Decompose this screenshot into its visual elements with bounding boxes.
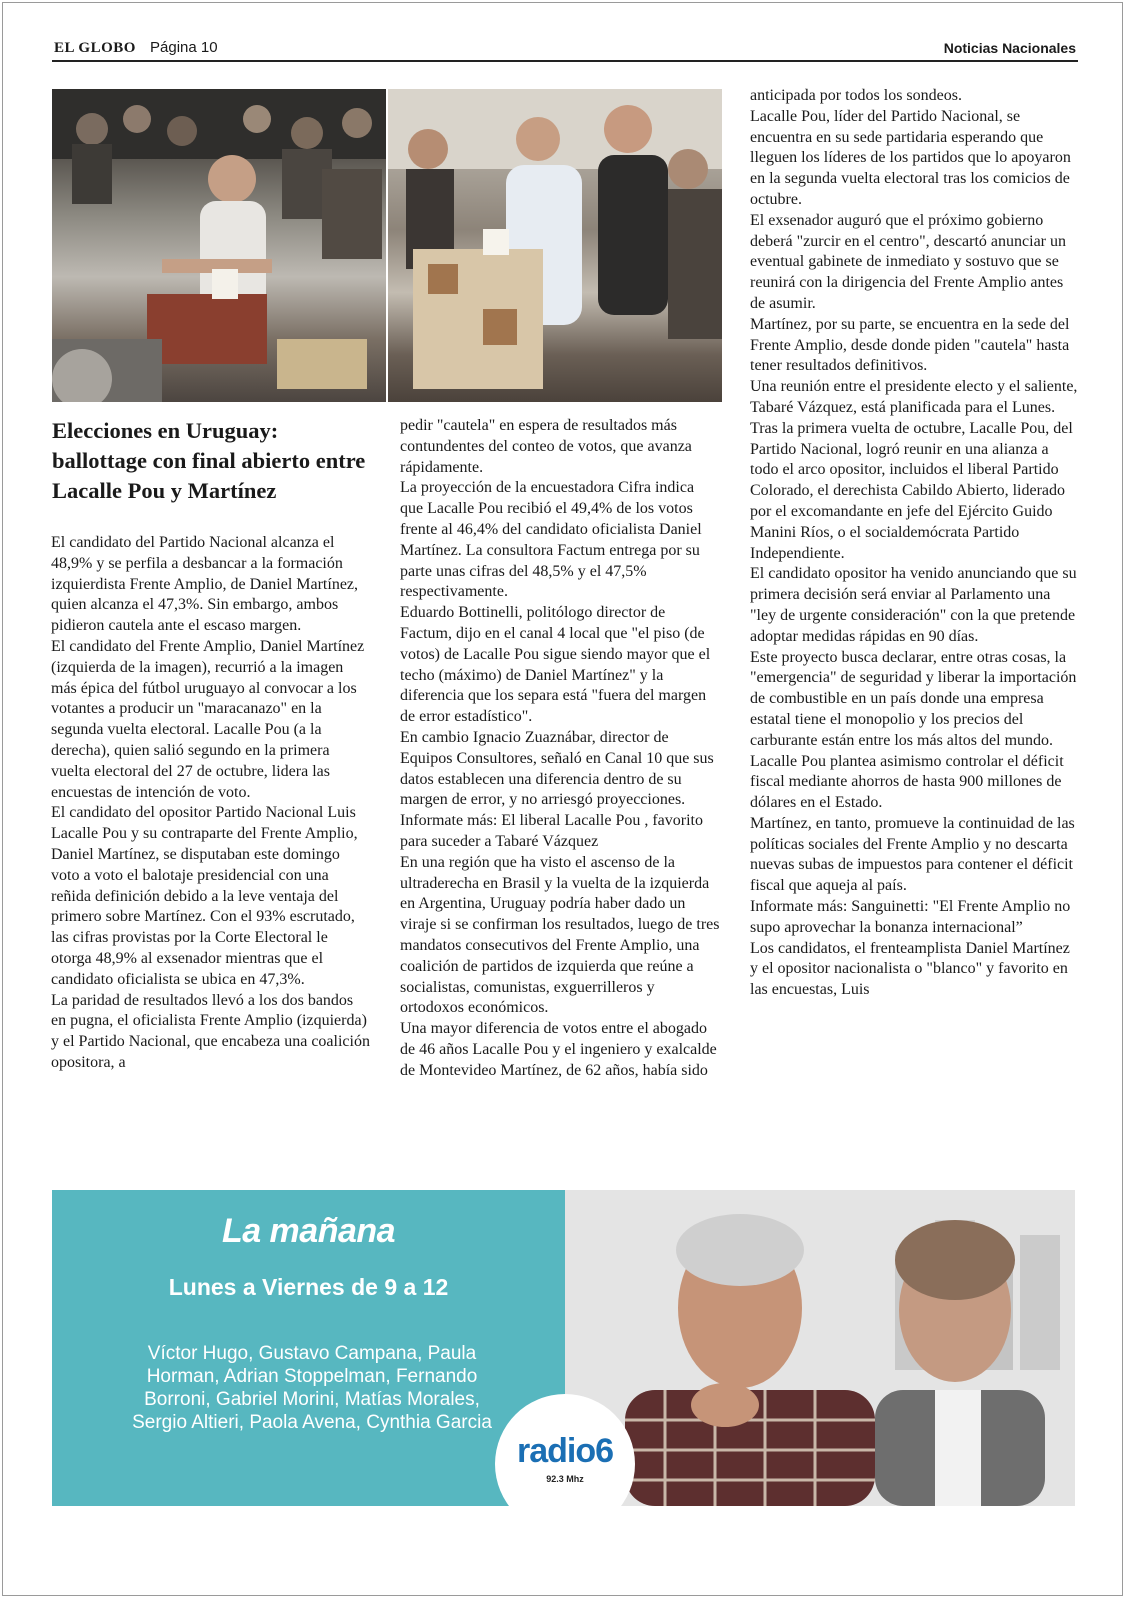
paragraph: El exsenador auguró que el próximo gobierno deberá "zurcir en el centro", descartó anunciar un eventual gabinete de inmediato y sostuvo que se reunirá con la dirigencia del Frente Amplio antes de asumir. [750, 211, 1067, 312]
paragraph: Eduardo Bottinelli, politólogo director de Factum, dijo en el canal 4 local que "el piso (de votos) de Lacalle Pou sigue siendo mayor que el techo (máximo) de Daniel Martínez" y la diferencia que los separa está "fuera del margen de error estadístico". [400, 604, 711, 726]
paragraph: El candidato del Frente Amplio, Daniel Martínez (izquierda de la imagen), recurrió a la imagen más épica del fútbol uruguayo al convocar a los votantes a producir un "maracanazo" en la segunda vuelta electoral. Lacalle Pou (a la derecha), quien salió segundo en la primera vuelta electoral del 27 de octubre, lidera las encuestas de intención de voto. [51, 637, 365, 801]
paragraph: Los candidatos, el frenteamplista Daniel Martínez y el opositor nacionalista o "blanco" y favorito en las encuestas, Luis [750, 939, 1070, 999]
section-name: Noticias Nacionales [943, 40, 1076, 56]
paragraph: Una mayor diferencia de votos entre el abogado de 46 años Lacalle Pou y el ingeniero y exalcalde de Montevideo Martínez, de 62 años, había sido [400, 1020, 717, 1079]
paragraph: Tras la primera vuelta de octubre, Lacalle Pou, del Partido Nacional, logró reunir en una alianza a todo el arco opositor, incluidos el liberal Partido Colorado, el derechista Cabildo Abierto, liderado por el excomandante en jefe del Ejército Guido Manini Ríos, o el socialdemócrata Partido Independiente. [750, 419, 1073, 562]
paragraph: pedir "cautela" en espera de resultados más contundentes del conteo de votos, que avanza rápidamente. [400, 417, 692, 476]
radio-logo-text: radio6 [516, 1432, 614, 1470]
radio-advertisement[interactable] [52, 1190, 1075, 1506]
article-column-1 [51, 533, 371, 1074]
photo-lacalle-pou-voting [388, 89, 722, 402]
ad-hosts-illustration [565, 1190, 1075, 1506]
ad-hosts-list: Víctor Hugo, Gustavo Campana, Paula Horman, Adrian Stoppelman, Fernando Borroni, Gabriel Morini, Matías Morales, Sergio Altieri, Paola Avena, Cynthia Garcia [132, 1343, 492, 1433]
radio-frequency: 92.3 Mhz [546, 1474, 584, 1484]
ad-schedule: Lunes a Viernes de 9 a 12 [168, 1274, 449, 1300]
paragraph: anticipada por todos los sondeos. [750, 87, 962, 104]
paragraph: En una región que ha visto el ascenso de la ultraderecha en Brasil y la vuelta de la izquierda en Argentina, Uruguay podría haber dado un viraje si se confirman los resultados, luego de tres mandatos consecutivos del Frente Amplio, una coalición de partidos de izquierda que reúne a socialistas, comunistas, exguerrilleros y ortodoxos económicos. [400, 853, 720, 1017]
page-header [52, 38, 1078, 62]
paragraph: Martínez, en tanto, promueve la continuidad de las políticas sociales del Frente Amplio y no descarta nuevas subas de impuestos para contener el déficit fiscal que aqueja al país. [750, 814, 1075, 895]
photo-martinez-illustration [52, 89, 386, 402]
photo-lacalle-illustration [388, 89, 722, 402]
ad-hosts-photo [565, 1190, 1075, 1506]
article-column-2 [400, 416, 720, 1082]
paragraph: Martínez, por su parte, se encuentra en la sede del Frente Amplio, desde donde piden "cautela" hasta tener resultados definitivos. [750, 315, 1070, 375]
article-headline: Elecciones en Uruguay: ballottage con final abierto entre Lacalle Pou y Martínez [52, 418, 366, 503]
paragraph: El candidato opositor ha venido anunciando que su primera decisión será enviar al Parlamento una "ley de urgente consideración" con la que pretende adoptar medidas rápidas en 90 días. [750, 565, 1077, 645]
photo-martinez-voting [52, 89, 386, 402]
paragraph: Lacalle Pou plantea asimismo controlar el déficit fiscal mediante ahorros de hasta 900 millones de dólares en el Estado. [750, 752, 1064, 812]
paragraph: En cambio Ignacio Zuaznábar, director de Equipos Consultores, señaló en Canal 10 que sus datos establecen una diferencia dentro de su margen de error, y no arriesgó proyecciones. [400, 728, 714, 809]
newspaper-name: EL GLOBO [54, 40, 136, 56]
related-link[interactable]: Informate más: El liberal Lacalle Pou , favorito para suceder a Tabaré Vázquez [400, 812, 703, 850]
paragraph: La proyección de la encuestadora Cifra indica que Lacalle Pou recibió el 49,4% de los votos frente al 46,4% del candidato oficialista Daniel Martínez. La consultora Factum entrega por su parte unas cifras del 48,5% y el 47,5% respectivamente. [400, 479, 702, 601]
ad-program-title: La mañana [221, 1212, 396, 1250]
article-column-3 [750, 86, 1080, 1001]
paragraph: El candidato del opositor Partido Nacional Luis Lacalle Pou y su contraparte del Frente Amplio, Daniel Martínez, se disputaban este domingo voto a voto el balotaje presidencial con una reñida definición debido a la leve ventaja del primero sobre Martínez. Con el 93% escrutado, las cifras provistas por la Corte Electoral le otorga 48,9% al exsenador mientras que el candidato oficialista se ubica en 47,3%. [51, 804, 358, 988]
paragraph: Una reunión entre el presidente electo y el saliente, Tabaré Vázquez, está planificada para el Lunes. [750, 378, 1078, 416]
paragraph: La paridad de resultados llevó a los dos bandos en pugna, el oficialista Frente Amplio (izquierda) y el Partido Nacional, que encabeza una coalición opositora, a [51, 991, 370, 1071]
related-link[interactable]: Informate más: Sanguinetti: "El Frente Amplio no supo aprovechar la bonanza internacional” [750, 898, 1071, 936]
paragraph: Este proyecto busca declarar, entre otras cosas, la "emergencia" de seguridad y liberar la importación de combustible en un país donde una empresa estatal tiene el monopolio y los precios del carburante están entre los más altos del mundo. [750, 648, 1077, 749]
page-number: Página 10 [150, 39, 218, 56]
paragraph: El candidato del Partido Nacional alcanza el 48,9% y se perfila a desbancar a la formación izquierdista Frente Amplio, de Daniel Martínez, quien alcanza el 47,3%. Sin embargo, ambos pidieron cautela ante el escaso margen. [51, 534, 359, 635]
paragraph: Lacalle Pou, líder del Partido Nacional, se encuentra en su sede partidaria esperando que lleguen los líderes de los partidos que lo apoyaron en la segunda vuelta electoral tras los comicios de octubre. [750, 107, 1071, 208]
